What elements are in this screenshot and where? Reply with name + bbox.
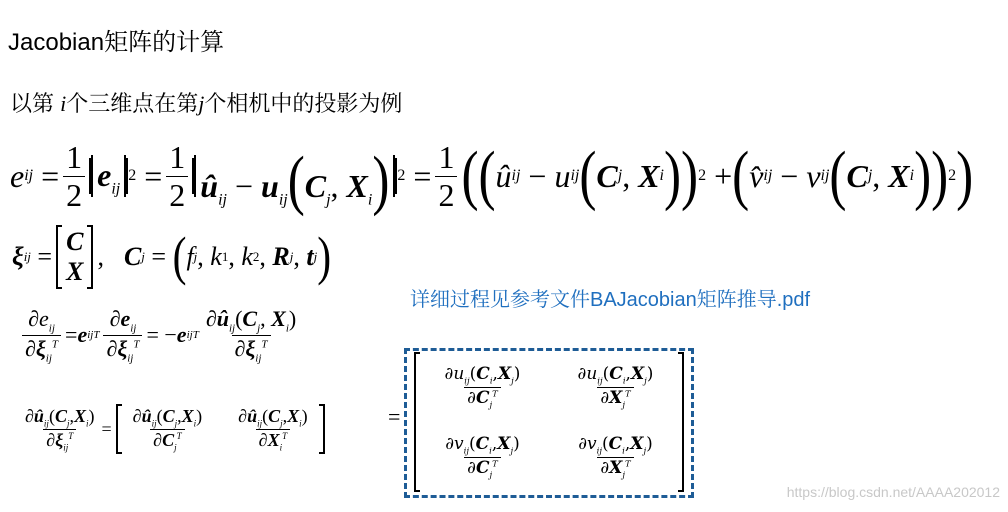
matrix-cell-du-dc: $\frac{\partial u_{ij}(C_i,X_j)}{\partial C_j^T}$ [444, 364, 521, 410]
subtitle-i: i [60, 91, 67, 116]
jacobian-block-row: $\frac{\partial û_{ij}(C_j,X_i)}{\partial C_j^T}$ $\frac{\partial û_{ij}(C_j,X_i)}{\partial X_i^T}$ [116, 404, 325, 454]
matrix-cell-du-dx: $\frac{\partial u_{ij}(C_i,X_j)}{\partial X_j^T}$ [577, 364, 654, 410]
jacobian-matrix [414, 352, 684, 492]
page-title: Jacobian矩阵的计算 [8, 29, 225, 56]
matrix-cell-dv-dc: $\frac{\partial v_{ij}(C_i,X_j)}{\partial C_j^T}$ [445, 434, 520, 480]
equation-parameters: ξ ij = C X , C j = ( f j , k 1 , k 2 , R j , t j ) [12, 222, 331, 292]
xi-vector: C X [56, 225, 93, 289]
subtitle-post: 个相机中的投影为例 [204, 91, 403, 116]
reference-note: 详细过程见参考文件BAJacobian矩阵推导.pdf [410, 289, 811, 311]
equation-jacobian-blocks: $\frac{\partial û_{ij}(C_j,X_i)}{\partial\xi_{ij}^T}$ = $\frac{\partial û_{ij}(C_j,X_i)}{\partial C_j^T}$ $\frac{\partial û_{ij}(C_j,X_i)}{\partial X_i^T}$ [18, 392, 329, 466]
equals-sign: = [388, 404, 401, 429]
subtitle-pre: 以第 [10, 91, 61, 116]
equation-error: e ij = $\frac{1}{2}$ $e_{ij}$ 2 = $\frac{1}{2}$ $û_{ij} - u_{ij}(C_j$, $X_i$) 2 = $\frac{1}{2}$ (( û ij − u ij ( C j , X i )) 2 + ( v̂ ij − v ij ( C j , X i )) 2 ) [10, 138, 974, 218]
subtitle-mid: 个三维点在第 [66, 91, 199, 116]
watermark: https://blog.csdn.net/AAAA202012 [786, 484, 1000, 500]
subtitle [10, 87, 402, 118]
equation-chain-rule: $\frac{\partial e_{ij}}{\partial\xi_{ij}^T}$ = e ij T $\frac{\partial e_{ij}}{\partial\xi_{ij}^T}$ = − e ij T $\frac{\partial û_{ij}(C_j, X_i)}{\partial\xi_{ij}^T}$ [18, 300, 303, 370]
subtitle-j: j [198, 91, 205, 116]
matrix-cell-dv-dx: $\frac{\partial v_{ij}(C_i,X_j)}{\partial X_j^T}$ [578, 434, 653, 480]
